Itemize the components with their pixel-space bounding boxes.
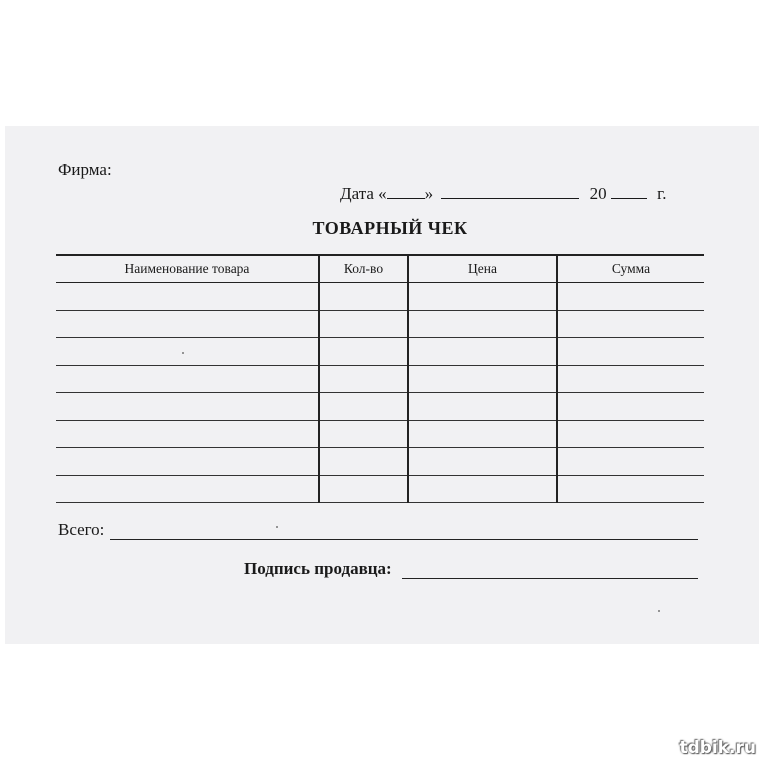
day-blank <box>387 184 425 199</box>
signature-blank <box>402 560 698 579</box>
table-row <box>56 448 704 476</box>
table-cell <box>408 475 557 503</box>
table-cell <box>557 310 704 338</box>
year-suffix: г. <box>657 184 667 203</box>
table-row <box>56 420 704 448</box>
table-row <box>56 475 704 503</box>
signature-label: Подпись продавца: <box>244 559 392 578</box>
signature-line <box>244 559 698 579</box>
total-blank <box>110 521 698 540</box>
table-row <box>56 310 704 338</box>
year-prefix: 20 <box>589 184 607 203</box>
items-table <box>56 254 704 503</box>
table-cell <box>56 283 319 311</box>
firm-label: Фирма: <box>58 160 112 179</box>
table-cell <box>319 420 408 448</box>
date-label: Дата « <box>340 184 387 203</box>
table-cell <box>557 420 704 448</box>
table-cell <box>319 365 408 393</box>
table-cell <box>557 448 704 476</box>
date-quote-close: » <box>424 184 434 203</box>
table-cell <box>557 338 704 366</box>
table-header-row <box>56 255 704 283</box>
table-row <box>56 393 704 421</box>
total-label: Всего: <box>58 520 105 539</box>
site-watermark: tdbik.ru <box>679 738 756 758</box>
table-cell <box>408 338 557 366</box>
column-header-sum: Сумма <box>557 255 704 283</box>
table-cell <box>56 393 319 421</box>
table-cell <box>408 283 557 311</box>
table-cell <box>56 365 319 393</box>
date-line <box>340 184 666 204</box>
table-cell <box>56 475 319 503</box>
table-cell <box>319 448 408 476</box>
table-cell <box>408 448 557 476</box>
table-cell <box>319 338 408 366</box>
table-cell <box>557 365 704 393</box>
print-speck <box>658 610 660 612</box>
table-cell <box>56 310 319 338</box>
table-cell <box>408 420 557 448</box>
table-cell <box>56 448 319 476</box>
table-cell <box>56 338 319 366</box>
table-row <box>56 338 704 366</box>
column-header-quantity: Кол-во <box>319 255 408 283</box>
table-cell <box>408 310 557 338</box>
table-cell <box>319 310 408 338</box>
print-speck <box>276 526 278 528</box>
table-cell <box>319 475 408 503</box>
table-cell <box>56 420 319 448</box>
table-row <box>56 283 704 311</box>
print-speck <box>182 352 184 354</box>
table-cell <box>557 283 704 311</box>
receipt-title: ТОВАРНЫЙ ЧЕК <box>312 218 468 238</box>
column-header-price: Цена <box>408 255 557 283</box>
table-cell <box>319 393 408 421</box>
table-cell <box>408 393 557 421</box>
year-blank <box>611 184 647 199</box>
table-row <box>56 365 704 393</box>
column-header-name: Наименование товара <box>56 255 319 283</box>
total-line <box>58 520 698 540</box>
table-cell <box>408 365 557 393</box>
month-blank <box>441 184 579 199</box>
table-cell <box>319 283 408 311</box>
table-cell <box>557 393 704 421</box>
table-cell <box>557 475 704 503</box>
